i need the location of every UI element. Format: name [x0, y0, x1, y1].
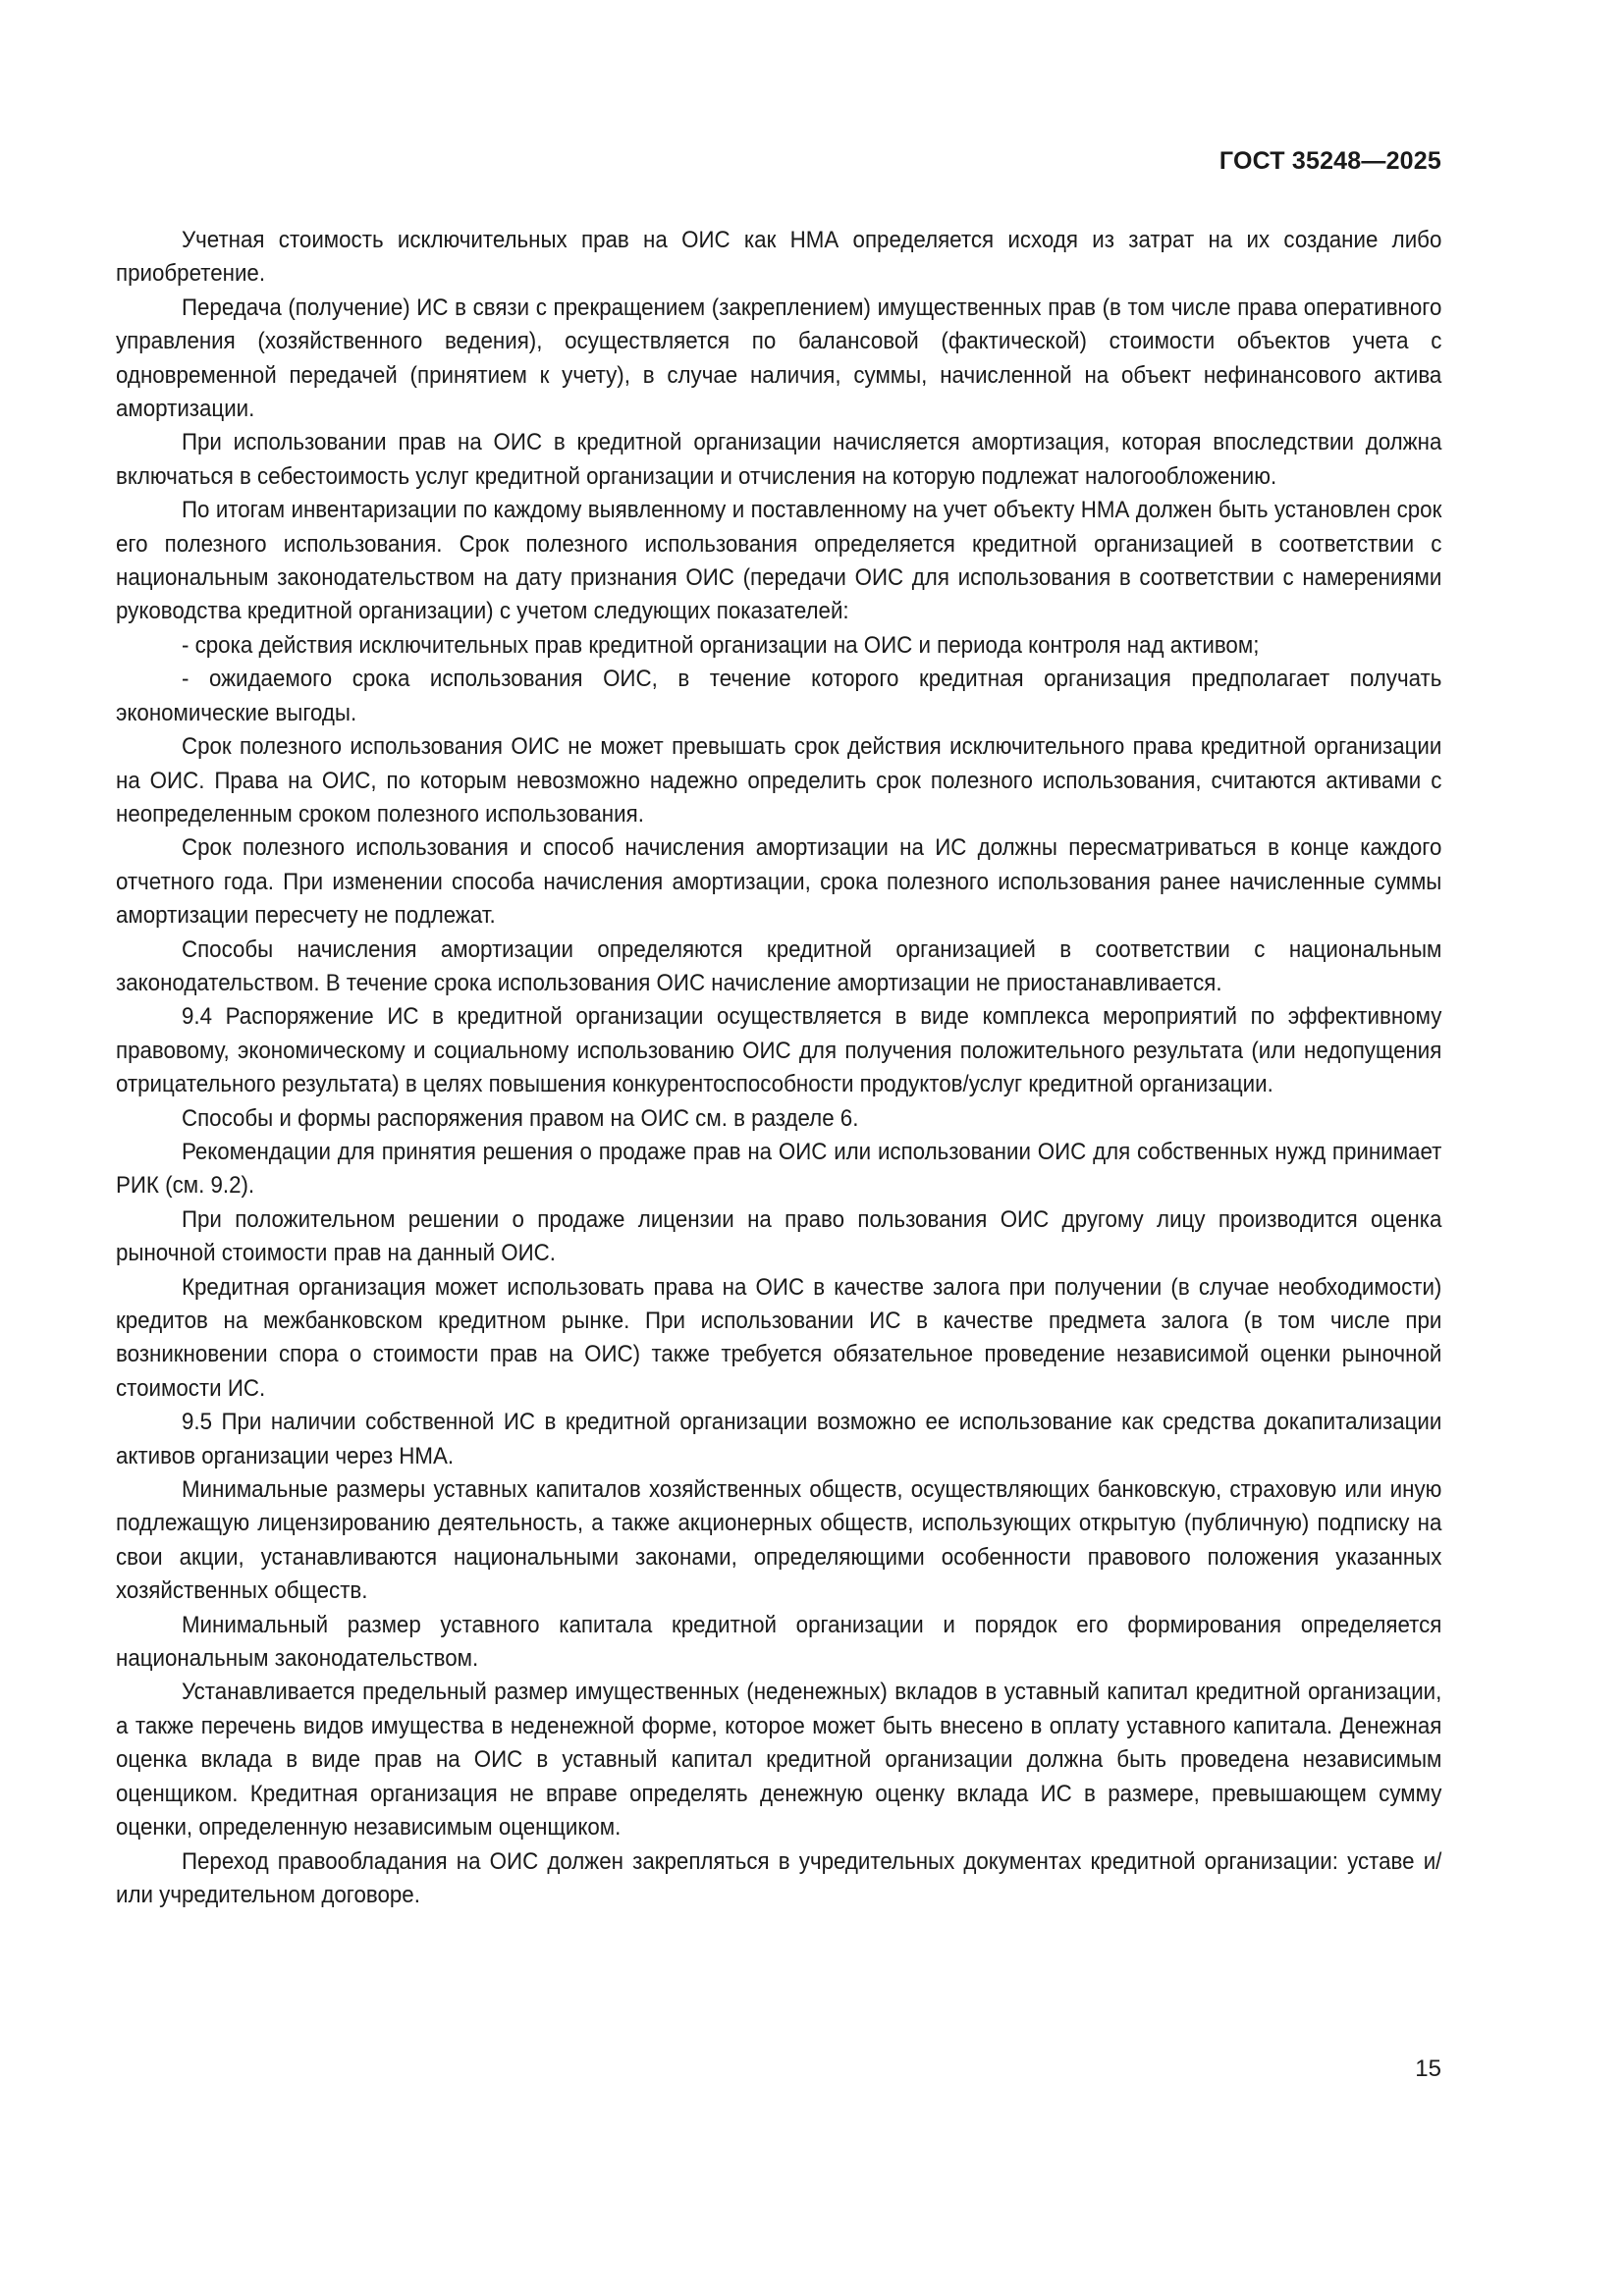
paragraph: Передача (получение) ИС в связи с прекращением (закреплением) имущественных прав (в том числе права оперативного управления (хозяйственного ведения), осуществляется по балансовой (фактической) стоимости объектов учета с одновременной передачей (принятием к учету), в случае наличия, суммы, начисленной на объект нефинансового актива амортизации. [116, 294, 1442, 423]
document-header: ГОСТ 35248—2025 [1218, 147, 1441, 175]
paragraph: Срок полезного использования ОИС не может превышать срок действия исключительного права кредитной организации на ОИС. Права на ОИС, по которым невозможно надежно определить срок полезного использования, считаются активами с неопределенным сроком полезного использования. [116, 733, 1442, 828]
document-body [116, 224, 1441, 1912]
list-item: - срока действия исключительных прав кредитной организации на ОИС и периода контроля над активом; [181, 631, 1260, 659]
paragraph: Срок полезного использования и способ начисления амортизации на ИС должны пересматриваться в конце каждого отчетного года. При изменении способа начисления амортизации, срока полезного использования ранее начисленные суммы амортизации пересчету не подлежат. [116, 834, 1442, 930]
paragraph: Устанавливается предельный размер имущественных (неденежных) вкладов в уставный капитал кредитной организации, а также перечень видов имущества в неденежной форме, которое может быть внесено в оплату уставного капитала. Денежная оценка вклада в виде прав на ОИС в уставный капитал кредитной организации должна быть проведена независимым оценщиком. Кредитная организация не вправе определять денежную оценку вклада ИС в размере, превышающем сумму оценки, определенную независимым оценщиком. [116, 1679, 1442, 1842]
paragraph: Учетная стоимость исключительных прав на ОИС как НМА определяется исходя из затрат на их создание либо приобретение. [116, 227, 1442, 288]
paragraph: Способы начисления амортизации определяются кредитной организацией в соответствии с национальным законодательством. В течение срока использования ОИС начисление амортизации не приостанавливается. [116, 935, 1442, 996]
paragraph: При положительном решении о продаже лицензии на право пользования ОИС другому лицу производится оценка рыночной стоимости прав на данный ОИС. [116, 1205, 1442, 1267]
paragraph: Переход правообладания на ОИС должен закрепляться в учредительных документах кредитной организации: уставе и/или учредительном договоре. [116, 1847, 1442, 1908]
list-item: - ожидаемого срока использования ОИС, в течение которого кредитная организация предполагает получать экономические выгоды. [116, 666, 1442, 726]
paragraph: Минимальный размер уставного капитала кредитной организации и порядок его формирования определяется национальным законодательством. [116, 1611, 1442, 1673]
paragraph: По итогам инвентаризации по каждому выявленному и поставленному на учет объекту НМА должен быть установлен срок его полезного использования. Срок полезного использования определяется кредитной организацией в соответствии с национальным законодательством на дату признания ОИС (передачи ОИС для использования в соответствии с намерениями руководства кредитной организации) с учетом следующих показателей: [116, 497, 1442, 625]
paragraph: При использовании прав на ОИС в кредитной организации начисляется амортизация, которая впоследствии должна включаться в себестоимость услуг кредитной организации и отчисления на которую подлежат налогообложению. [116, 429, 1442, 490]
page-number: 15 [1415, 2056, 1441, 2082]
paragraph: Способы и формы распоряжения правом на ОИС см. в разделе 6. [181, 1104, 859, 1132]
paragraph: Рекомендации для принятия решения о продаже прав на ОИС или использовании ОИС для собственных нужд принимает РИК (см. 9.2). [116, 1138, 1442, 1200]
paragraph: Минимальные размеры уставных капиталов хозяйственных обществ, осуществляющих банковскую, страховую или иную подлежащую лицензированию деятельность, а также акционерных обществ, использующих открытую (публичную) подписку на свои акции, устанавливаются национальными законами, определяющими особенности правового положения указанных хозяйственных обществ. [116, 1476, 1442, 1605]
section-9-5: 9.5 При наличии собственной ИС в кредитной организации возможно ее использование как средства докапитализации активов организации через НМА. [116, 1409, 1442, 1469]
paragraph: Кредитная организация может использовать права на ОИС в качестве залога при получении (в случае необходимости) кредитов на межбанковском кредитном рынке. При использовании ИС в качестве предмета залога (в том числе при возникновении спора о стоимости прав на ОИС) также требуется обязательное проведение независимой оценки рыночной стоимости ИС. [116, 1273, 1442, 1402]
section-9-4: 9.4 Распоряжение ИС в кредитной организации осуществляется в виде комплекса мероприятий по эффективному правовому, экономическому и социальному использованию ОИС для получения положительного результата (или недопущения отрицательного результата) в целях повышения конкурентоспособности продуктов/услуг кредитной организации. [116, 1003, 1442, 1098]
